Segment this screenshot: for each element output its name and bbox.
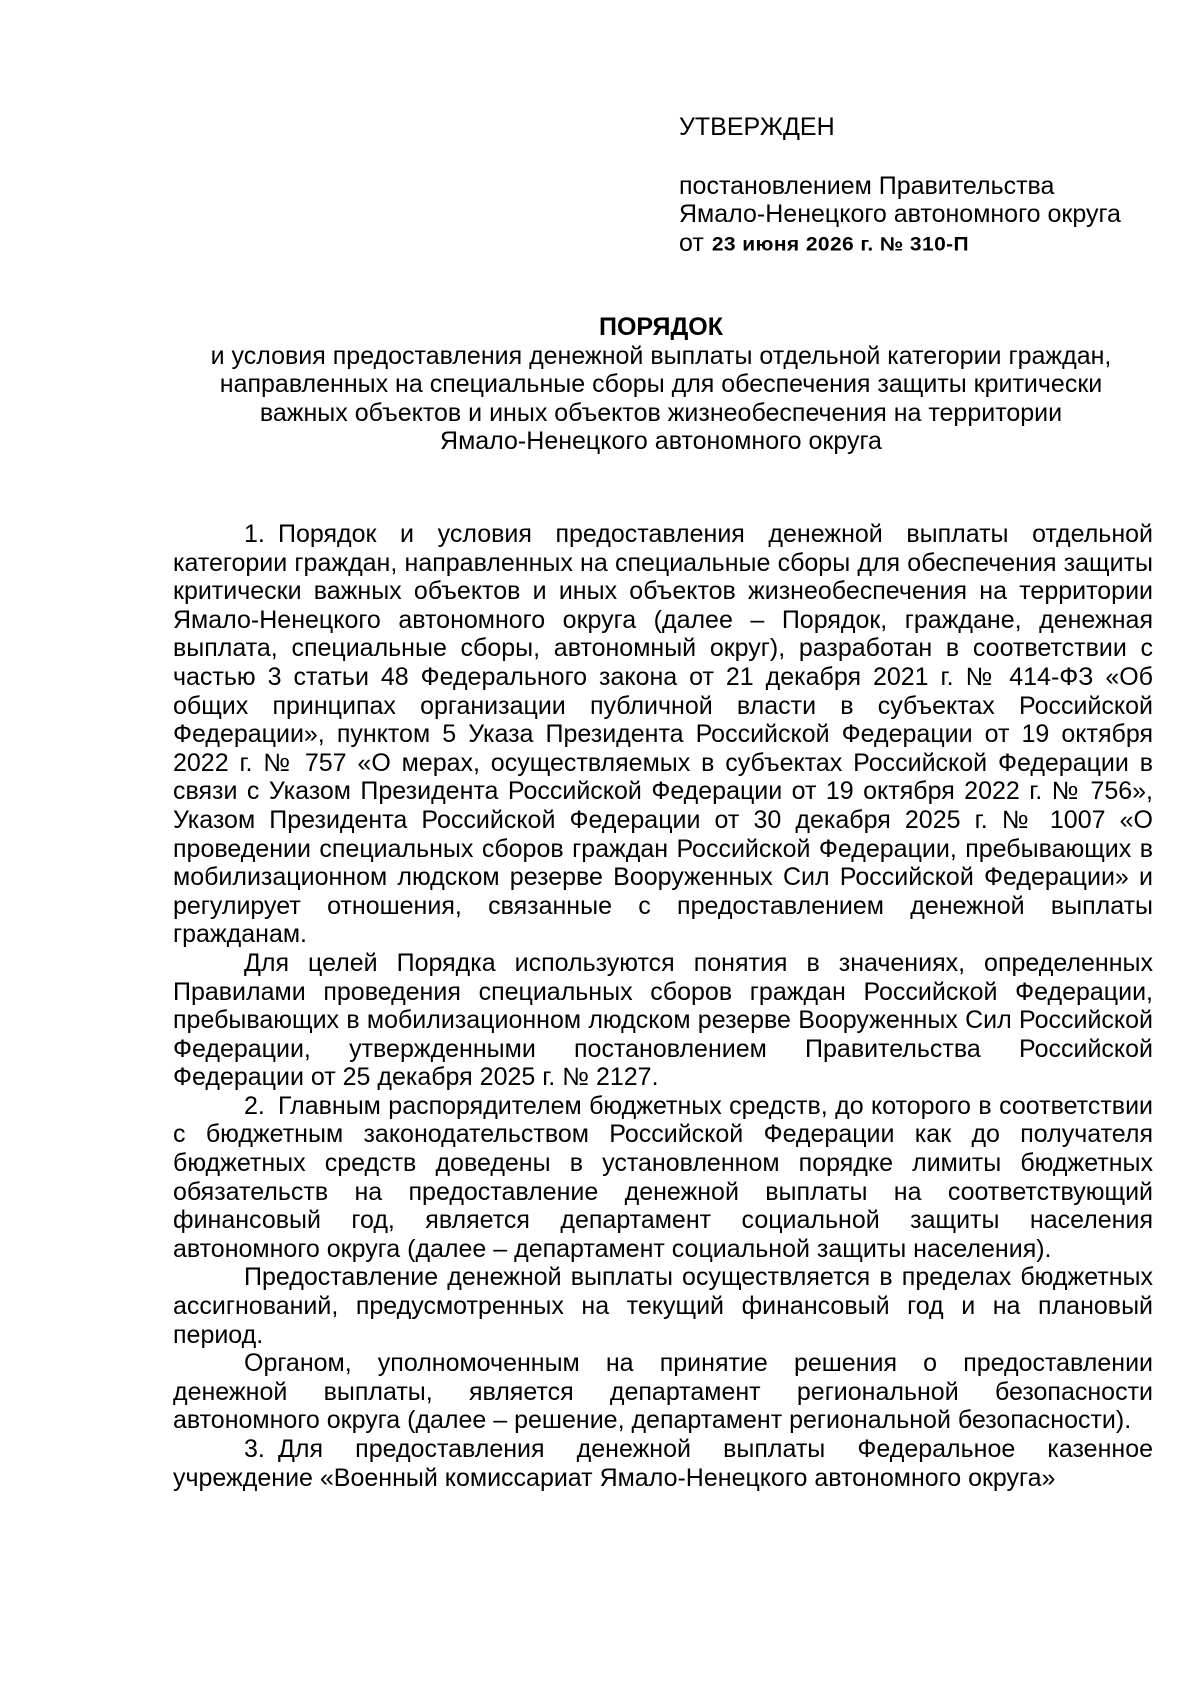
paragraph-text: Для целей Порядка используются понятия в значениях, определенных Правилами проведения специальных сборов граждан Российской Федерации, пребывающих в мобилизационном людском резерве Вооруженных Сил Российской Федерации, утвержденными постановлением Правительства Российской Федерации от 25 декабря 2025 г. № 2127. (173, 948, 1153, 1092)
body-paragraph (173, 1263, 1153, 1349)
document-subtitle-line: важных объектов и иных объектов жизнеобеспечения на территории (259, 398, 1063, 427)
approval-date-prefix: от (679, 229, 704, 257)
approval-line: постановлением Правительства (679, 172, 1055, 200)
approval-date-line (679, 229, 1179, 259)
paragraph-number: 3. (244, 1435, 265, 1463)
paragraph-number: 2. (244, 1091, 265, 1120)
paragraph-text: Порядок и условия предоставления денежной выплаты отдельной категории граждан, направленных на специальные сборы для обеспечения защиты критически важных объектов и иных объектов жизнеобеспечения на территории Ямало-Ненецкого автономного округа (далее – Порядок, граждане, денежная выплата, специальные сборы, автономный округ), разработан в соответствии с частью 3 статьи 48 Федерального закона от 21 декабря 2021 г. № 414-ФЗ «Об общих принципах организации публичной власти в субъектах Российской Федерации», пунктом 5 Указа Президента Российской Федерации от 19 октября 2022 г. № 757 «О мерах, осуществляемых в субъектах Российской Федерации в связи с Указом Президента Российской Федерации от 19 октября 2022 г. № 756», Указом Президента Российской Федерации от 30 декабря 2025 г. № 1007 «О проведении специальных сборов граждан Российской Федерации, пребывающих в мобилизационном людском резерве Вооруженных Сил Российской Федерации» и регулирует отношения, связанные с предоставлением денежной выплаты гражданам. (173, 520, 1153, 949)
body-paragraph (173, 520, 1153, 949)
document-title: ПОРЯДОК (599, 313, 723, 341)
document-body (173, 520, 1153, 1492)
body-paragraph (173, 1349, 1153, 1435)
document-heading (150, 313, 1172, 456)
paragraph-text: Органом, уполномоченным на принятие решения о предоставлении денежной выплаты, является департамент региональной безопасности автономного округа (далее – решение, департамент региональной безопасности). (173, 1349, 1153, 1435)
paragraph-text: Главным распорядителем бюджетных средств, до которого в соответствии с бюджетным законодательством Российской Федерации как до получателя бюджетных средств доведены в установленном порядке лимиты бюджетных обязательств на предоставление денежной выплаты на соответствующий финансовый год, является департамент социальной защиты населения автономного округа (далее – департамент социальной защиты населения). (173, 1091, 1153, 1263)
body-paragraph (173, 949, 1153, 1092)
paragraph-text: Для предоставления денежной выплаты Федеральное казенное учреждение «Военный комиссариат Ямало-Ненецкого автономного округа» (173, 1435, 1153, 1492)
paragraph-number: 1. (244, 520, 265, 548)
body-paragraph (173, 1435, 1153, 1492)
document-subtitle-line: и условия предоставления денежной выплаты отдельной категории граждан, (210, 341, 1112, 370)
paragraph-text: Предоставление денежной выплаты осуществляется в пределах бюджетных ассигнований, предусмотренных на текущий финансовый год и на плановый период. (173, 1263, 1153, 1349)
approval-line: Ямало-Ненецкого автономного округа (679, 200, 1121, 228)
document-subtitle-line: направленных на специальные сборы для обеспечения защиты критически (219, 370, 1103, 398)
document-subtitle-line: Ямало-Ненецкого автономного округа (440, 427, 882, 455)
approval-block (679, 113, 1179, 259)
approval-date-value: 23 июня 2026 г. № 310-П (711, 233, 970, 256)
approval-title: УТВЕРЖДЕН (679, 113, 835, 141)
body-paragraph (173, 1092, 1153, 1264)
